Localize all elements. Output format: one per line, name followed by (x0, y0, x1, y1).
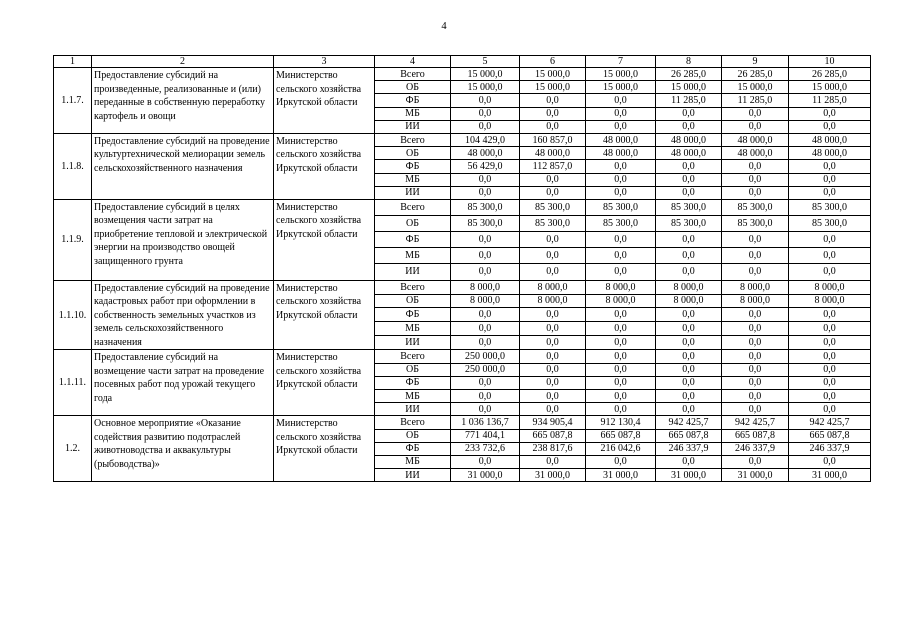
amount-cell: 0,0 (520, 186, 586, 199)
funding-source: ИИ (375, 335, 451, 350)
funding-source: ФБ (375, 231, 451, 247)
amount-cell: 0,0 (586, 173, 656, 186)
amount-cell: 246 337,9 (656, 442, 722, 455)
amount-cell: 8 000,0 (520, 294, 586, 308)
amount-cell: 56 429,0 (451, 160, 520, 173)
amount-cell: 48 000,0 (520, 147, 586, 160)
item-code: 1.1.11. (54, 350, 92, 416)
funding-source: МБ (375, 107, 451, 120)
header-cell: 5 (451, 56, 520, 68)
amount-cell: 0,0 (451, 247, 520, 263)
amount-cell: 0,0 (722, 120, 789, 133)
amount-cell: 11 285,0 (722, 94, 789, 107)
header-cell: 6 (520, 56, 586, 68)
amount-cell: 0,0 (789, 308, 871, 322)
amount-cell: 0,0 (722, 263, 789, 280)
amount-cell: 0,0 (789, 173, 871, 186)
amount-cell: 665 087,8 (722, 429, 789, 442)
amount-cell: 0,0 (789, 335, 871, 350)
amount-cell: 0,0 (722, 247, 789, 263)
amount-cell: 85 300,0 (656, 215, 722, 231)
amount-cell: 0,0 (656, 231, 722, 247)
amount-cell: 0,0 (789, 389, 871, 402)
amount-cell: 0,0 (520, 308, 586, 322)
amount-cell: 0,0 (586, 363, 656, 376)
amount-cell: 0,0 (789, 376, 871, 389)
header-cell: 10 (789, 56, 871, 68)
funding-source: Всего (375, 280, 451, 294)
amount-cell: 912 130,4 (586, 416, 656, 429)
funding-source: Всего (375, 350, 451, 363)
amount-cell: 0,0 (656, 173, 722, 186)
amount-cell: 246 337,9 (722, 442, 789, 455)
funding-source: ОБ (375, 81, 451, 94)
amount-cell: 15 000,0 (520, 81, 586, 94)
amount-cell: 0,0 (586, 308, 656, 322)
item-executor: Министерство сельского хозяйства Иркутской области (274, 68, 375, 134)
amount-cell: 942 425,7 (722, 416, 789, 429)
amount-cell: 104 429,0 (451, 133, 520, 146)
amount-cell: 0,0 (520, 389, 586, 402)
amount-cell: 0,0 (451, 455, 520, 468)
funding-source: ФБ (375, 94, 451, 107)
amount-cell: 0,0 (789, 363, 871, 376)
amount-cell: 8 000,0 (451, 294, 520, 308)
amount-cell: 85 300,0 (451, 199, 520, 215)
amount-cell: 0,0 (722, 160, 789, 173)
amount-cell: 0,0 (520, 455, 586, 468)
header-cell: 8 (656, 56, 722, 68)
amount-cell: 0,0 (586, 120, 656, 133)
amount-cell: 11 285,0 (789, 94, 871, 107)
amount-cell: 85 300,0 (586, 215, 656, 231)
amount-cell: 0,0 (451, 263, 520, 280)
amount-cell: 0,0 (722, 107, 789, 120)
amount-cell: 0,0 (451, 94, 520, 107)
amount-cell: 0,0 (520, 376, 586, 389)
amount-cell: 0,0 (722, 350, 789, 363)
amount-cell: 8 000,0 (722, 280, 789, 294)
amount-cell: 48 000,0 (789, 147, 871, 160)
amount-cell: 0,0 (722, 322, 789, 336)
amount-cell: 0,0 (789, 107, 871, 120)
amount-cell: 0,0 (520, 94, 586, 107)
amount-cell: 0,0 (722, 389, 789, 402)
amount-cell: 0,0 (789, 455, 871, 468)
amount-cell: 0,0 (789, 186, 871, 199)
amount-cell: 0,0 (520, 231, 586, 247)
amount-cell: 85 300,0 (789, 199, 871, 215)
funding-source: ОБ (375, 429, 451, 442)
amount-cell: 85 300,0 (722, 199, 789, 215)
table-row (54, 133, 871, 146)
amount-cell: 8 000,0 (789, 280, 871, 294)
amount-cell: 85 300,0 (451, 215, 520, 231)
table-row (54, 416, 871, 429)
amount-cell: 665 087,8 (656, 429, 722, 442)
header-cell: 3 (274, 56, 375, 68)
amount-cell: 250 000,0 (451, 363, 520, 376)
amount-cell: 0,0 (722, 403, 789, 416)
amount-cell: 48 000,0 (586, 133, 656, 146)
header-cell: 2 (92, 56, 274, 68)
amount-cell: 665 087,8 (789, 429, 871, 442)
amount-cell: 0,0 (451, 120, 520, 133)
amount-cell: 0,0 (586, 455, 656, 468)
amount-cell: 0,0 (656, 186, 722, 199)
item-code: 1.1.9. (54, 199, 92, 280)
amount-cell: 0,0 (451, 335, 520, 350)
amount-cell: 0,0 (656, 160, 722, 173)
amount-cell: 0,0 (451, 107, 520, 120)
amount-cell: 31 000,0 (656, 469, 722, 482)
amount-cell: 1 036 136,7 (451, 416, 520, 429)
amount-cell: 0,0 (520, 120, 586, 133)
amount-cell: 48 000,0 (656, 133, 722, 146)
funding-source: ФБ (375, 160, 451, 173)
amount-cell: 15 000,0 (451, 68, 520, 81)
budget-table (53, 55, 871, 482)
amount-cell: 48 000,0 (586, 147, 656, 160)
amount-cell: 0,0 (520, 173, 586, 186)
amount-cell: 0,0 (451, 308, 520, 322)
amount-cell: 8 000,0 (520, 280, 586, 294)
amount-cell: 0,0 (656, 363, 722, 376)
amount-cell: 0,0 (722, 363, 789, 376)
amount-cell: 246 337,9 (789, 442, 871, 455)
amount-cell: 0,0 (520, 350, 586, 363)
amount-cell: 238 817,6 (520, 442, 586, 455)
header-row (54, 56, 871, 68)
amount-cell: 8 000,0 (586, 294, 656, 308)
amount-cell: 0,0 (586, 403, 656, 416)
amount-cell: 0,0 (586, 160, 656, 173)
funding-source: ФБ (375, 308, 451, 322)
funding-source: ОБ (375, 294, 451, 308)
amount-cell: 85 300,0 (789, 215, 871, 231)
table-row (54, 199, 871, 215)
amount-cell: 0,0 (520, 107, 586, 120)
amount-cell: 31 000,0 (586, 469, 656, 482)
funding-source: ИИ (375, 263, 451, 280)
amount-cell: 0,0 (789, 231, 871, 247)
amount-cell: 8 000,0 (656, 294, 722, 308)
amount-cell: 0,0 (656, 308, 722, 322)
amount-cell: 8 000,0 (789, 294, 871, 308)
amount-cell: 15 000,0 (789, 81, 871, 94)
amount-cell: 0,0 (656, 107, 722, 120)
amount-cell: 771 404,1 (451, 429, 520, 442)
item-code: 1.2. (54, 416, 92, 482)
amount-cell: 0,0 (722, 455, 789, 468)
amount-cell: 0,0 (586, 231, 656, 247)
amount-cell: 0,0 (722, 335, 789, 350)
amount-cell: 15 000,0 (722, 81, 789, 94)
amount-cell: 15 000,0 (520, 68, 586, 81)
amount-cell: 48 000,0 (451, 147, 520, 160)
item-executor: Министерство сельского хозяйства Иркутской области (274, 416, 375, 482)
amount-cell: 0,0 (520, 403, 586, 416)
funding-source: ИИ (375, 120, 451, 133)
amount-cell: 0,0 (451, 231, 520, 247)
amount-cell: 85 300,0 (586, 199, 656, 215)
funding-source: Всего (375, 68, 451, 81)
amount-cell: 8 000,0 (722, 294, 789, 308)
funding-source: МБ (375, 247, 451, 263)
funding-source: ОБ (375, 363, 451, 376)
funding-source: Всего (375, 199, 451, 215)
amount-cell: 85 300,0 (656, 199, 722, 215)
amount-cell: 0,0 (656, 335, 722, 350)
page-number: 4 (441, 21, 447, 32)
amount-cell: 0,0 (451, 186, 520, 199)
amount-cell: 8 000,0 (586, 280, 656, 294)
amount-cell: 0,0 (586, 389, 656, 402)
amount-cell: 0,0 (451, 173, 520, 186)
funding-source: Всего (375, 416, 451, 429)
header-cell: 7 (586, 56, 656, 68)
table-row (54, 280, 871, 294)
amount-cell: 160 857,0 (520, 133, 586, 146)
amount-cell: 31 000,0 (451, 469, 520, 482)
amount-cell: 0,0 (722, 231, 789, 247)
header-cell: 9 (722, 56, 789, 68)
amount-cell: 26 285,0 (722, 68, 789, 81)
amount-cell: 0,0 (656, 350, 722, 363)
item-executor: Министерство сельского хозяйства Иркутской области (274, 199, 375, 280)
amount-cell: 0,0 (789, 350, 871, 363)
funding-source: ОБ (375, 215, 451, 231)
amount-cell: 31 000,0 (520, 469, 586, 482)
amount-cell: 15 000,0 (586, 68, 656, 81)
amount-cell: 0,0 (789, 120, 871, 133)
amount-cell: 0,0 (451, 403, 520, 416)
amount-cell: 15 000,0 (586, 81, 656, 94)
item-code: 1.1.10. (54, 280, 92, 350)
amount-cell: 0,0 (656, 455, 722, 468)
amount-cell: 0,0 (520, 335, 586, 350)
amount-cell: 85 300,0 (520, 215, 586, 231)
item-code: 1.1.7. (54, 68, 92, 134)
item-code: 1.1.8. (54, 133, 92, 199)
amount-cell: 48 000,0 (789, 133, 871, 146)
amount-cell: 0,0 (586, 376, 656, 389)
funding-source: ИИ (375, 186, 451, 199)
amount-cell: 0,0 (520, 363, 586, 376)
funding-source: ФБ (375, 376, 451, 389)
header-cell: 4 (375, 56, 451, 68)
amount-cell: 0,0 (722, 173, 789, 186)
amount-cell: 934 905,4 (520, 416, 586, 429)
amount-cell: 0,0 (520, 322, 586, 336)
funding-source: ОБ (375, 147, 451, 160)
amount-cell: 26 285,0 (789, 68, 871, 81)
amount-cell: 0,0 (656, 403, 722, 416)
item-executor: Министерство сельского хозяйства Иркутской области (274, 280, 375, 350)
amount-cell: 0,0 (789, 322, 871, 336)
amount-cell: 11 285,0 (656, 94, 722, 107)
amount-cell: 0,0 (586, 247, 656, 263)
amount-cell: 0,0 (722, 186, 789, 199)
item-executor: Министерство сельского хозяйства Иркутской области (274, 133, 375, 199)
item-name: Предоставление субсидий на проведение культуртехнической мелиорации земель сельскохозяйственного назначения (92, 133, 274, 199)
amount-cell: 85 300,0 (722, 215, 789, 231)
funding-source: МБ (375, 173, 451, 186)
amount-cell: 216 042,6 (586, 442, 656, 455)
amount-cell: 48 000,0 (722, 147, 789, 160)
amount-cell: 48 000,0 (656, 147, 722, 160)
amount-cell: 8 000,0 (451, 280, 520, 294)
funding-source: ФБ (375, 442, 451, 455)
amount-cell: 250 000,0 (451, 350, 520, 363)
amount-cell: 0,0 (586, 263, 656, 280)
amount-cell: 0,0 (722, 376, 789, 389)
amount-cell: 665 087,8 (586, 429, 656, 442)
amount-cell: 15 000,0 (656, 81, 722, 94)
amount-cell: 0,0 (586, 322, 656, 336)
table-row (54, 68, 871, 81)
amount-cell: 942 425,7 (656, 416, 722, 429)
amount-cell: 0,0 (656, 247, 722, 263)
amount-cell: 0,0 (586, 186, 656, 199)
amount-cell: 942 425,7 (789, 416, 871, 429)
amount-cell: 0,0 (722, 308, 789, 322)
amount-cell: 0,0 (656, 263, 722, 280)
amount-cell: 0,0 (656, 322, 722, 336)
amount-cell: 0,0 (451, 376, 520, 389)
funding-source: ИИ (375, 469, 451, 482)
amount-cell: 0,0 (451, 322, 520, 336)
amount-cell: 15 000,0 (451, 81, 520, 94)
amount-cell: 31 000,0 (722, 469, 789, 482)
amount-cell: 0,0 (520, 247, 586, 263)
item-name: Предоставление субсидий на проведение кадастровых работ при оформлении в собственность земельных участков из земель сельскохозяйственного назначения (92, 280, 274, 350)
amount-cell: 0,0 (789, 403, 871, 416)
amount-cell: 665 087,8 (520, 429, 586, 442)
item-name: Предоставление субсидий в целях возмещения части затрат на приобретение тепловой и электрической энергии на производство овощей защищенного грунта (92, 199, 274, 280)
amount-cell: 0,0 (656, 389, 722, 402)
amount-cell: 0,0 (586, 107, 656, 120)
amount-cell: 0,0 (789, 263, 871, 280)
funding-source: МБ (375, 389, 451, 402)
funding-source: МБ (375, 322, 451, 336)
amount-cell: 8 000,0 (656, 280, 722, 294)
funding-source: МБ (375, 455, 451, 468)
item-name: Предоставление субсидий на возмещение части затрат на проведение посевных работ под урожай текущего года (92, 350, 274, 416)
table-row (54, 350, 871, 363)
funding-source: Всего (375, 133, 451, 146)
amount-cell: 233 732,6 (451, 442, 520, 455)
item-executor: Министерство сельского хозяйства Иркутской области (274, 350, 375, 416)
header-cell: 1 (54, 56, 92, 68)
amount-cell: 0,0 (656, 376, 722, 389)
amount-cell: 0,0 (586, 350, 656, 363)
amount-cell: 31 000,0 (789, 469, 871, 482)
amount-cell: 0,0 (520, 263, 586, 280)
amount-cell: 0,0 (586, 94, 656, 107)
amount-cell: 85 300,0 (520, 199, 586, 215)
funding-source: ИИ (375, 403, 451, 416)
item-name: Предоставление субсидий на произведенные, реализованные и (или) переданные в собственную переработку картофель и овощи (92, 68, 274, 134)
amount-cell: 0,0 (789, 247, 871, 263)
amount-cell: 48 000,0 (722, 133, 789, 146)
amount-cell: 112 857,0 (520, 160, 586, 173)
amount-cell: 0,0 (451, 389, 520, 402)
amount-cell: 0,0 (656, 120, 722, 133)
amount-cell: 26 285,0 (656, 68, 722, 81)
amount-cell: 0,0 (586, 335, 656, 350)
item-name: Основное мероприятие «Оказание содействия развитию подотраслей животноводства и аквакультуры (рыбоводства)» (92, 416, 274, 482)
amount-cell: 0,0 (789, 160, 871, 173)
